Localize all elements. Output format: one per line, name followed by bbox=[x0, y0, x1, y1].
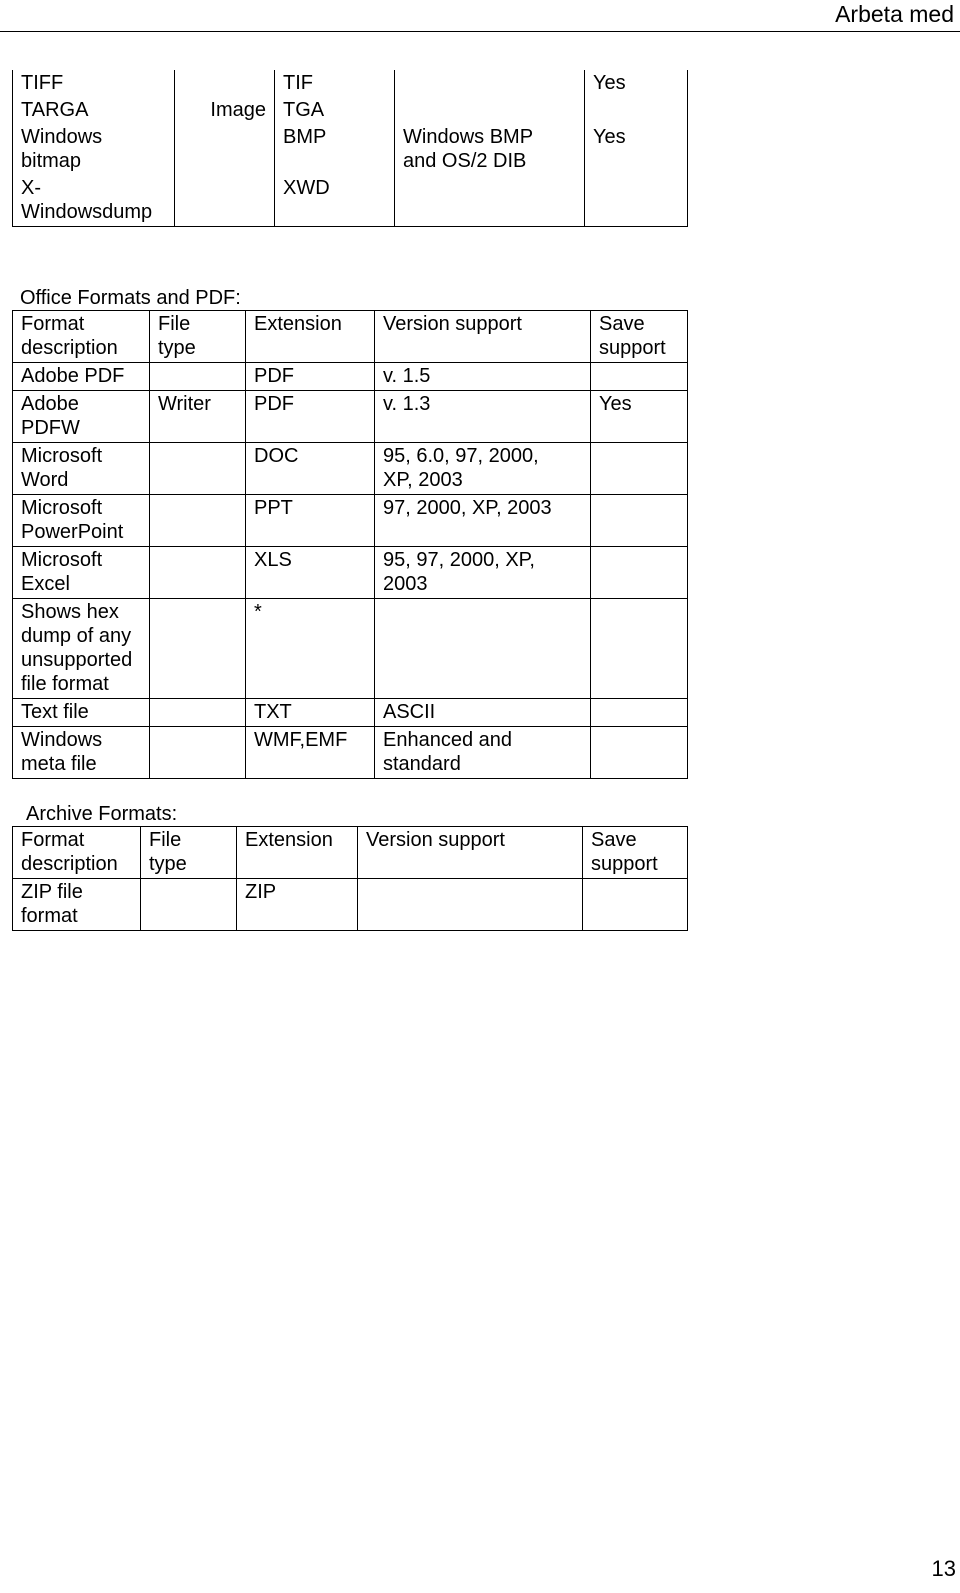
table-cell: TIF bbox=[275, 70, 395, 97]
table-row bbox=[13, 363, 688, 391]
table-cell bbox=[591, 363, 688, 391]
office-formats-table bbox=[12, 310, 688, 779]
table-cell: PPT bbox=[246, 495, 375, 547]
column-header: Extension bbox=[246, 311, 375, 363]
table-header-row bbox=[13, 827, 688, 879]
column-header: Version support bbox=[375, 311, 591, 363]
table-cell bbox=[150, 363, 246, 391]
table-cell: ZIP file format bbox=[13, 879, 141, 931]
table-cell: Yes bbox=[591, 391, 688, 443]
table-cell bbox=[375, 599, 591, 699]
table-row bbox=[13, 699, 688, 727]
column-header: Extension bbox=[237, 827, 358, 879]
table-cell: 95, 97, 2000, XP, 2003 bbox=[375, 547, 591, 599]
table-cell: Windows BMP and OS/2 DIB bbox=[395, 124, 585, 175]
table-cell: DOC bbox=[246, 443, 375, 495]
table-row bbox=[13, 879, 688, 931]
table-row bbox=[13, 599, 688, 699]
table-row bbox=[13, 124, 688, 175]
table-cell: 95, 6.0, 97, 2000, XP, 2003 bbox=[375, 443, 591, 495]
table-cell bbox=[591, 699, 688, 727]
table-cell bbox=[591, 443, 688, 495]
header-title: Arbeta med bbox=[835, 1, 954, 27]
table-cell bbox=[141, 879, 237, 931]
table-cell: PDF bbox=[246, 363, 375, 391]
table-row bbox=[13, 175, 688, 227]
table-cell: XLS bbox=[246, 547, 375, 599]
table-cell bbox=[150, 699, 246, 727]
table-cell bbox=[150, 495, 246, 547]
table-row bbox=[13, 727, 688, 779]
table-cell bbox=[150, 727, 246, 779]
table-cell: WMF,EMF bbox=[246, 727, 375, 779]
table-cell bbox=[395, 175, 585, 227]
table-cell bbox=[150, 443, 246, 495]
table-cell: Text file bbox=[13, 699, 150, 727]
table-cell: Adobe PDFW bbox=[13, 391, 150, 443]
table-row bbox=[13, 443, 688, 495]
table-cell: Shows hex dump of any unsupported file format bbox=[13, 599, 150, 699]
table-row bbox=[13, 70, 688, 97]
table-cell bbox=[175, 124, 275, 175]
table-row bbox=[13, 547, 688, 599]
office-formats-caption: Office Formats and PDF: bbox=[20, 287, 241, 309]
table-cell bbox=[150, 599, 246, 699]
table-cell: 97, 2000, XP, 2003 bbox=[375, 495, 591, 547]
table-cell: v. 1.3 bbox=[375, 391, 591, 443]
table-cell: Microsoft Excel bbox=[13, 547, 150, 599]
table-cell: * bbox=[246, 599, 375, 699]
column-header: Save support bbox=[583, 827, 688, 879]
table-cell bbox=[585, 97, 688, 124]
column-header: Format description bbox=[13, 311, 150, 363]
table-cell: Yes bbox=[585, 70, 688, 97]
table-cell: TIFF bbox=[13, 70, 175, 97]
column-header: Format description bbox=[13, 827, 141, 879]
table-cell bbox=[175, 70, 275, 97]
table-row bbox=[13, 391, 688, 443]
page-number: 13 bbox=[931, 1556, 956, 1581]
table-cell: Enhanced and standard bbox=[375, 727, 591, 779]
table-cell bbox=[395, 97, 585, 124]
table-cell: X- Windowsdump bbox=[13, 175, 175, 227]
table-cell bbox=[591, 495, 688, 547]
table-cell: v. 1.5 bbox=[375, 363, 591, 391]
table-cell: Writer bbox=[150, 391, 246, 443]
table-cell bbox=[358, 879, 583, 931]
archive-formats-caption: Archive Formats: bbox=[26, 803, 178, 825]
table-cell: ZIP bbox=[237, 879, 358, 931]
table-cell bbox=[175, 175, 275, 227]
table-cell: Windows bitmap bbox=[13, 124, 175, 175]
image-formats-table bbox=[12, 70, 688, 227]
page-header bbox=[0, 0, 960, 32]
table-cell bbox=[583, 879, 688, 931]
table-header-row bbox=[13, 311, 688, 363]
column-header: Version support bbox=[358, 827, 583, 879]
archive-formats-table bbox=[12, 826, 688, 931]
table-row bbox=[13, 495, 688, 547]
table-cell bbox=[591, 727, 688, 779]
table-cell: ASCII bbox=[375, 699, 591, 727]
table-cell bbox=[585, 175, 688, 227]
table-cell: Adobe PDF bbox=[13, 363, 150, 391]
table-cell: Windows meta file bbox=[13, 727, 150, 779]
table-cell: BMP bbox=[275, 124, 395, 175]
table-cell: TXT bbox=[246, 699, 375, 727]
table-cell bbox=[591, 547, 688, 599]
table-cell: Microsoft PowerPoint bbox=[13, 495, 150, 547]
column-header: File type bbox=[141, 827, 237, 879]
table-cell bbox=[591, 599, 688, 699]
table-row bbox=[13, 97, 688, 124]
table-cell: XWD bbox=[275, 175, 395, 227]
table-cell: TARGA bbox=[13, 97, 175, 124]
table-cell: Image bbox=[175, 97, 275, 124]
column-header: File type bbox=[150, 311, 246, 363]
table-cell: TGA bbox=[275, 97, 395, 124]
table-cell: Microsoft Word bbox=[13, 443, 150, 495]
table-cell bbox=[150, 547, 246, 599]
table-cell: PDF bbox=[246, 391, 375, 443]
table-cell bbox=[395, 70, 585, 97]
column-header: Save support bbox=[591, 311, 688, 363]
table-cell: Yes bbox=[585, 124, 688, 175]
